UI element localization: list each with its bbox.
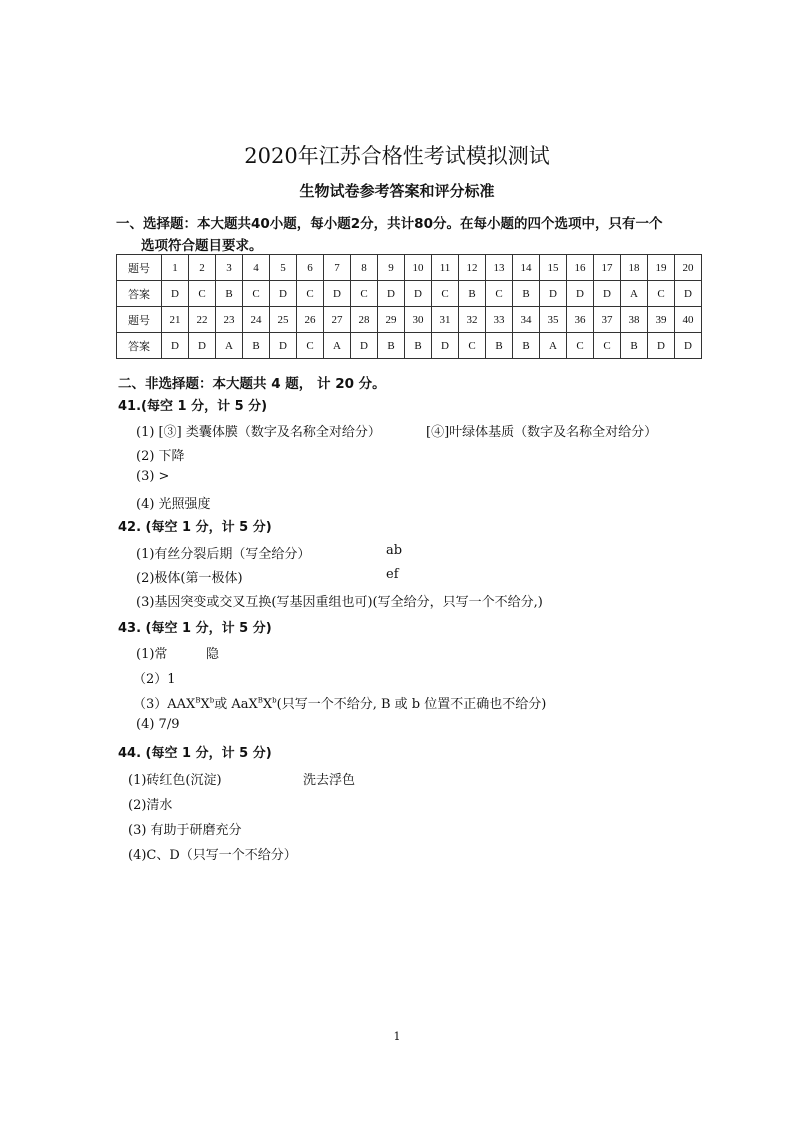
answer-cell: B [243, 333, 270, 359]
q42-answer-1: (1)有丝分裂后期（写全给分） [136, 547, 311, 562]
answer-cell: A [216, 333, 243, 359]
page-number: 1 [393, 1030, 401, 1043]
answer-cell: A [324, 333, 351, 359]
question-number-cell: 21 [162, 307, 189, 333]
answer-cell: C [351, 281, 378, 307]
q44-answer-3: (3) 有助于研磨充分 [128, 823, 242, 838]
question-number-cell: 7 [324, 255, 351, 281]
answer-cell: D [567, 281, 594, 307]
answer-cell: D [162, 281, 189, 307]
question-number-cell: 15 [540, 255, 567, 281]
question-number-cell: 36 [567, 307, 594, 333]
question-number-cell: 9 [378, 255, 405, 281]
answer-cell: D [351, 333, 378, 359]
q44-answer-1b: 洗去浮色 [303, 773, 356, 788]
question-number-cell: 12 [459, 255, 486, 281]
q44-answer-4: (4)C、D（只写一个不给分） [128, 848, 297, 863]
question-number-cell: 27 [324, 307, 351, 333]
answer-cell: B [513, 281, 540, 307]
answer-cell: C [459, 333, 486, 359]
answer-cell: C [432, 281, 459, 307]
question-number-cell: 34 [513, 307, 540, 333]
answer-cell: B [216, 281, 243, 307]
answer-cell: D [162, 333, 189, 359]
question-number-cell: 22 [189, 307, 216, 333]
q41-answer-4: (4) 光照强度 [136, 497, 211, 512]
q43-answer-1: (1)常 [136, 647, 168, 662]
question-number-cell: 33 [486, 307, 513, 333]
question-number-cell: 11 [432, 255, 459, 281]
q42-answer-1b: ab [386, 543, 403, 558]
answer-cell: C [648, 281, 675, 307]
question-number-cell: 30 [405, 307, 432, 333]
answer-cell: D [594, 281, 621, 307]
question-number-cell: 6 [297, 255, 324, 281]
answer-cell: D [324, 281, 351, 307]
page-subtitle: 生物试卷参考答案和评分标准 [299, 182, 495, 200]
answer-cell: C [243, 281, 270, 307]
answer-cell: B [459, 281, 486, 307]
answer-cell: C [297, 281, 324, 307]
q43-answer-1b: 隐 [206, 647, 220, 662]
answer-cell: B [378, 333, 405, 359]
answer-cell: D [405, 281, 432, 307]
question-number-row-label: 题号 [117, 307, 162, 333]
question-number-cell: 10 [405, 255, 432, 281]
q42-answer-2b: ef [386, 567, 399, 582]
answer-cell: C [189, 281, 216, 307]
question-number-cell: 8 [351, 255, 378, 281]
question-number-cell: 28 [351, 307, 378, 333]
question-number-cell: 25 [270, 307, 297, 333]
question-number-cell: 16 [567, 255, 594, 281]
question-number-cell: 37 [594, 307, 621, 333]
question-number-cell: 38 [621, 307, 648, 333]
q41-answer-1b: [④]叶绿体基质（数字及名称全对给分） [426, 425, 658, 440]
answer-table [116, 254, 702, 359]
q42-heading: 42. (每空 1 分，计 5 分) [118, 520, 272, 535]
question-number-cell: 40 [675, 307, 702, 333]
q43-answer-3: $(3)AAX^BX^b$或 $AaX^BX^b$(只写一个不给分, B 或 b 位置不正确也不给分) [133, 696, 547, 712]
section1-heading-cont: 选项符合题目要求。 [141, 238, 263, 254]
q41-answer-1: (1) [③] 类囊体膜（数字及名称全对给分） [136, 425, 381, 440]
question-number-cell: 20 [675, 255, 702, 281]
question-number-cell: 29 [378, 307, 405, 333]
answer-row-label: 答案 [117, 333, 162, 359]
q42-answer-2: (2)极体(第一极体) [136, 571, 243, 586]
question-number-cell: 32 [459, 307, 486, 333]
answer-cell: D [270, 333, 297, 359]
question-number-cell: 23 [216, 307, 243, 333]
q41-answer-2: (2) 下降 [136, 449, 185, 464]
answer-cell: C [297, 333, 324, 359]
question-number-cell: 4 [243, 255, 270, 281]
answer-cell: B [513, 333, 540, 359]
question-number-row-label: 题号 [117, 255, 162, 281]
page-title: 2020年江苏合格性考试模拟测试 [244, 144, 550, 168]
question-number-cell: 17 [594, 255, 621, 281]
answer-row-label: 答案 [117, 281, 162, 307]
question-number-row [117, 307, 702, 333]
answer-cell: B [405, 333, 432, 359]
q43-heading: 43. (每空 1 分，计 5 分) [118, 621, 272, 636]
question-number-row [117, 255, 702, 281]
question-number-cell: 3 [216, 255, 243, 281]
question-number-cell: 19 [648, 255, 675, 281]
answer-cell: C [486, 281, 513, 307]
answer-cell: B [621, 333, 648, 359]
q44-answer-1: (1)砖红色(沉淀) [128, 773, 222, 788]
answer-cell: D [540, 281, 567, 307]
section2-heading: 二、非选择题：本大题共 4 题， 计 20 分。 [118, 376, 386, 392]
q41-heading: 41.(每空 1 分，计 5 分) [118, 399, 268, 414]
question-number-cell: 1 [162, 255, 189, 281]
question-number-cell: 13 [486, 255, 513, 281]
q44-answer-2: (2)清水 [128, 798, 173, 813]
answer-cell: D [432, 333, 459, 359]
question-number-cell: 26 [297, 307, 324, 333]
question-number-cell: 5 [270, 255, 297, 281]
answer-cell: D [189, 333, 216, 359]
answer-cell: D [270, 281, 297, 307]
question-number-cell: 35 [540, 307, 567, 333]
answer-cell: C [567, 333, 594, 359]
question-number-cell: 18 [621, 255, 648, 281]
answer-cell: D [648, 333, 675, 359]
question-number-cell: 2 [189, 255, 216, 281]
question-number-cell: 24 [243, 307, 270, 333]
question-number-cell: 31 [432, 307, 459, 333]
answer-cell: A [540, 333, 567, 359]
q41-answer-3: (3) > [136, 469, 170, 484]
answer-cell: A [621, 281, 648, 307]
q42-answer-3: (3)基因突变或交叉互换(写基因重组也可)(写全给分，只写一个不给分,) [136, 595, 543, 610]
q44-heading: 44. (每空 1 分，计 5 分) [118, 746, 272, 761]
answer-row [117, 281, 702, 307]
question-number-cell: 39 [648, 307, 675, 333]
answer-cell: C [594, 333, 621, 359]
answer-cell: D [675, 281, 702, 307]
q43-answer-4: (4) 7/9 [136, 717, 180, 732]
answer-cell: D [378, 281, 405, 307]
section1-heading: 一、选择题：本大题共40小题，每小题2分，共计80分。在每小题的四个选项中，只有一个 [116, 216, 663, 232]
answer-row [117, 333, 702, 359]
answer-cell: B [486, 333, 513, 359]
q43-answer-2: （2）1 [133, 672, 176, 687]
answer-cell: D [675, 333, 702, 359]
question-number-cell: 14 [513, 255, 540, 281]
